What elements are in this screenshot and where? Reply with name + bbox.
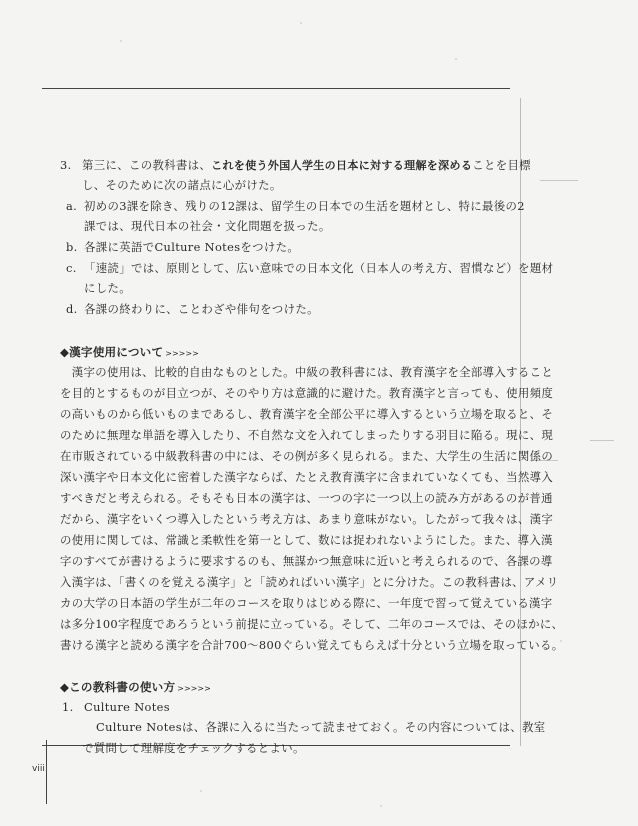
paragraph-line: 深い漢字や日本文化に密着した漢字ならば、たとえ教育漢字に含まれていなくても、当然導入	[60, 470, 554, 484]
item3-text-bold: これを使う外国人学生の日本に対する理解を深める	[211, 159, 473, 172]
item3-line2: し、そのために次の諸点に心がけた。	[82, 178, 282, 192]
scan-mark	[300, 22, 302, 24]
subitem-text: 各課の終わりに、ことわざや俳句をつけた。	[84, 302, 319, 316]
section-heading-usage	[60, 679, 211, 695]
section-heading-text: ◆この教科書の使い方	[60, 680, 176, 694]
usage-line: で質問して理解度をチェックするとよい。	[82, 741, 305, 755]
scan-mark	[590, 440, 614, 441]
subitem-c-line1	[66, 261, 553, 276]
paragraph-line: のために無理な単語を導入したり、不自然な文を入れてしまったりする羽目に陥る。現に、現	[60, 428, 554, 442]
paragraph-line: カの大学の日本語の学生が二年のコースを取りはじめる際に、一年度で習って覚えている漢字	[60, 596, 553, 610]
subitem-text: 「速読」では、原則として、広い意味での日本文化（日本人の考え方、習慣など）を題材	[84, 261, 554, 275]
subitem-a-line2: 課では、現代日本の社会・文化問題を扱った。	[84, 219, 331, 233]
paragraph-line: すべきだと考えられる。そもそも日本の漢字は、一つの字に一つ以上の読み方があるのが普通	[60, 491, 553, 505]
usage-item-number: 1.	[62, 700, 74, 714]
arrows-icon: >>>>>	[177, 684, 211, 693]
item3-text-post: ことを目標	[472, 158, 531, 172]
paragraph-line: の高いものから低いものまであるし、教育漢字を全部公平に導入するという立場を取ると、そ	[60, 407, 554, 421]
subitem-c-line2: にした。	[84, 281, 131, 295]
paragraph-line: 書ける漢字と読める漢字を合計700〜800ぐらい覚えてもらえば十分という立場を取っている。	[60, 638, 564, 652]
item3-text-pre: 第三に、この教科書は、	[82, 158, 212, 172]
subitem-letter: a.	[66, 199, 78, 213]
paragraph-line: 漢字の使用は、比較的自由なものとした。中級の教科書には、教育漢字を全部導入すること	[60, 365, 554, 379]
item3-number: 3.	[60, 158, 72, 172]
usage-line: Culture Notesは、各課に入るに当たって読ませておく。その内容については、教室	[96, 720, 546, 734]
section-heading-text: ◆漢字使用について	[60, 345, 164, 359]
paragraph-line: 在市販されている中級教科書の中には、その例が多く見られる。また、大学生の生活に関係の	[60, 449, 554, 463]
subitem-text: 各課に英語でCulture Notesをつけた。	[84, 240, 300, 254]
scan-mark	[540, 180, 578, 181]
scan-mark	[200, 790, 202, 792]
paragraph-line: 字のすべてが書けるように要求するのも、無謀かつ無意味に近いと考えられるので、各課の導	[60, 554, 553, 568]
subitem-a-line1	[66, 199, 525, 214]
top-rule	[42, 88, 510, 89]
subitem-text: 初めの3課を除き、残りの12課は、留学生の日本での生活を題材とし、特に最後の2	[84, 199, 525, 213]
scan-mark	[120, 40, 122, 42]
paragraph-line: の使用に関しては、常識と柔軟性を第一として、数には捉われないようにした。また、導入漢	[60, 533, 553, 547]
subitem-d-line1	[66, 302, 319, 317]
paragraph-line: は多分100字程度であろうという前提に立っている。そして、二年のコースでは、そのほかに、	[60, 617, 564, 631]
paragraph-line: だから、漢字をいくつ導入したという考え方は、あまり意味がない。したがって我々は、漢字	[60, 512, 554, 526]
subitem-letter: d.	[66, 302, 78, 316]
usage-item-title-text: Culture Notes	[84, 700, 170, 714]
left-margin-line	[46, 740, 47, 804]
item3-line1	[60, 158, 531, 173]
paragraph-line: 入漢字は、「書くのを覚える漢字」と「読めればいい漢字」とに分けた。この教科書は、アメリ	[60, 575, 559, 589]
scan-mark	[380, 805, 382, 807]
subitem-b-line1	[66, 240, 299, 255]
page-number: viii	[32, 764, 45, 774]
arrows-icon: >>>>>	[165, 349, 199, 358]
paragraph-line: を目的とするものが目立つが、そのやり方は意識的に避けた。教育漢字と言っても、使用頻度	[60, 386, 554, 400]
subitem-letter: c.	[66, 261, 77, 275]
subitem-letter: b.	[66, 240, 78, 254]
section-heading-kanji	[60, 344, 199, 360]
scan-mark	[455, 58, 457, 60]
usage-item-title	[62, 700, 170, 715]
